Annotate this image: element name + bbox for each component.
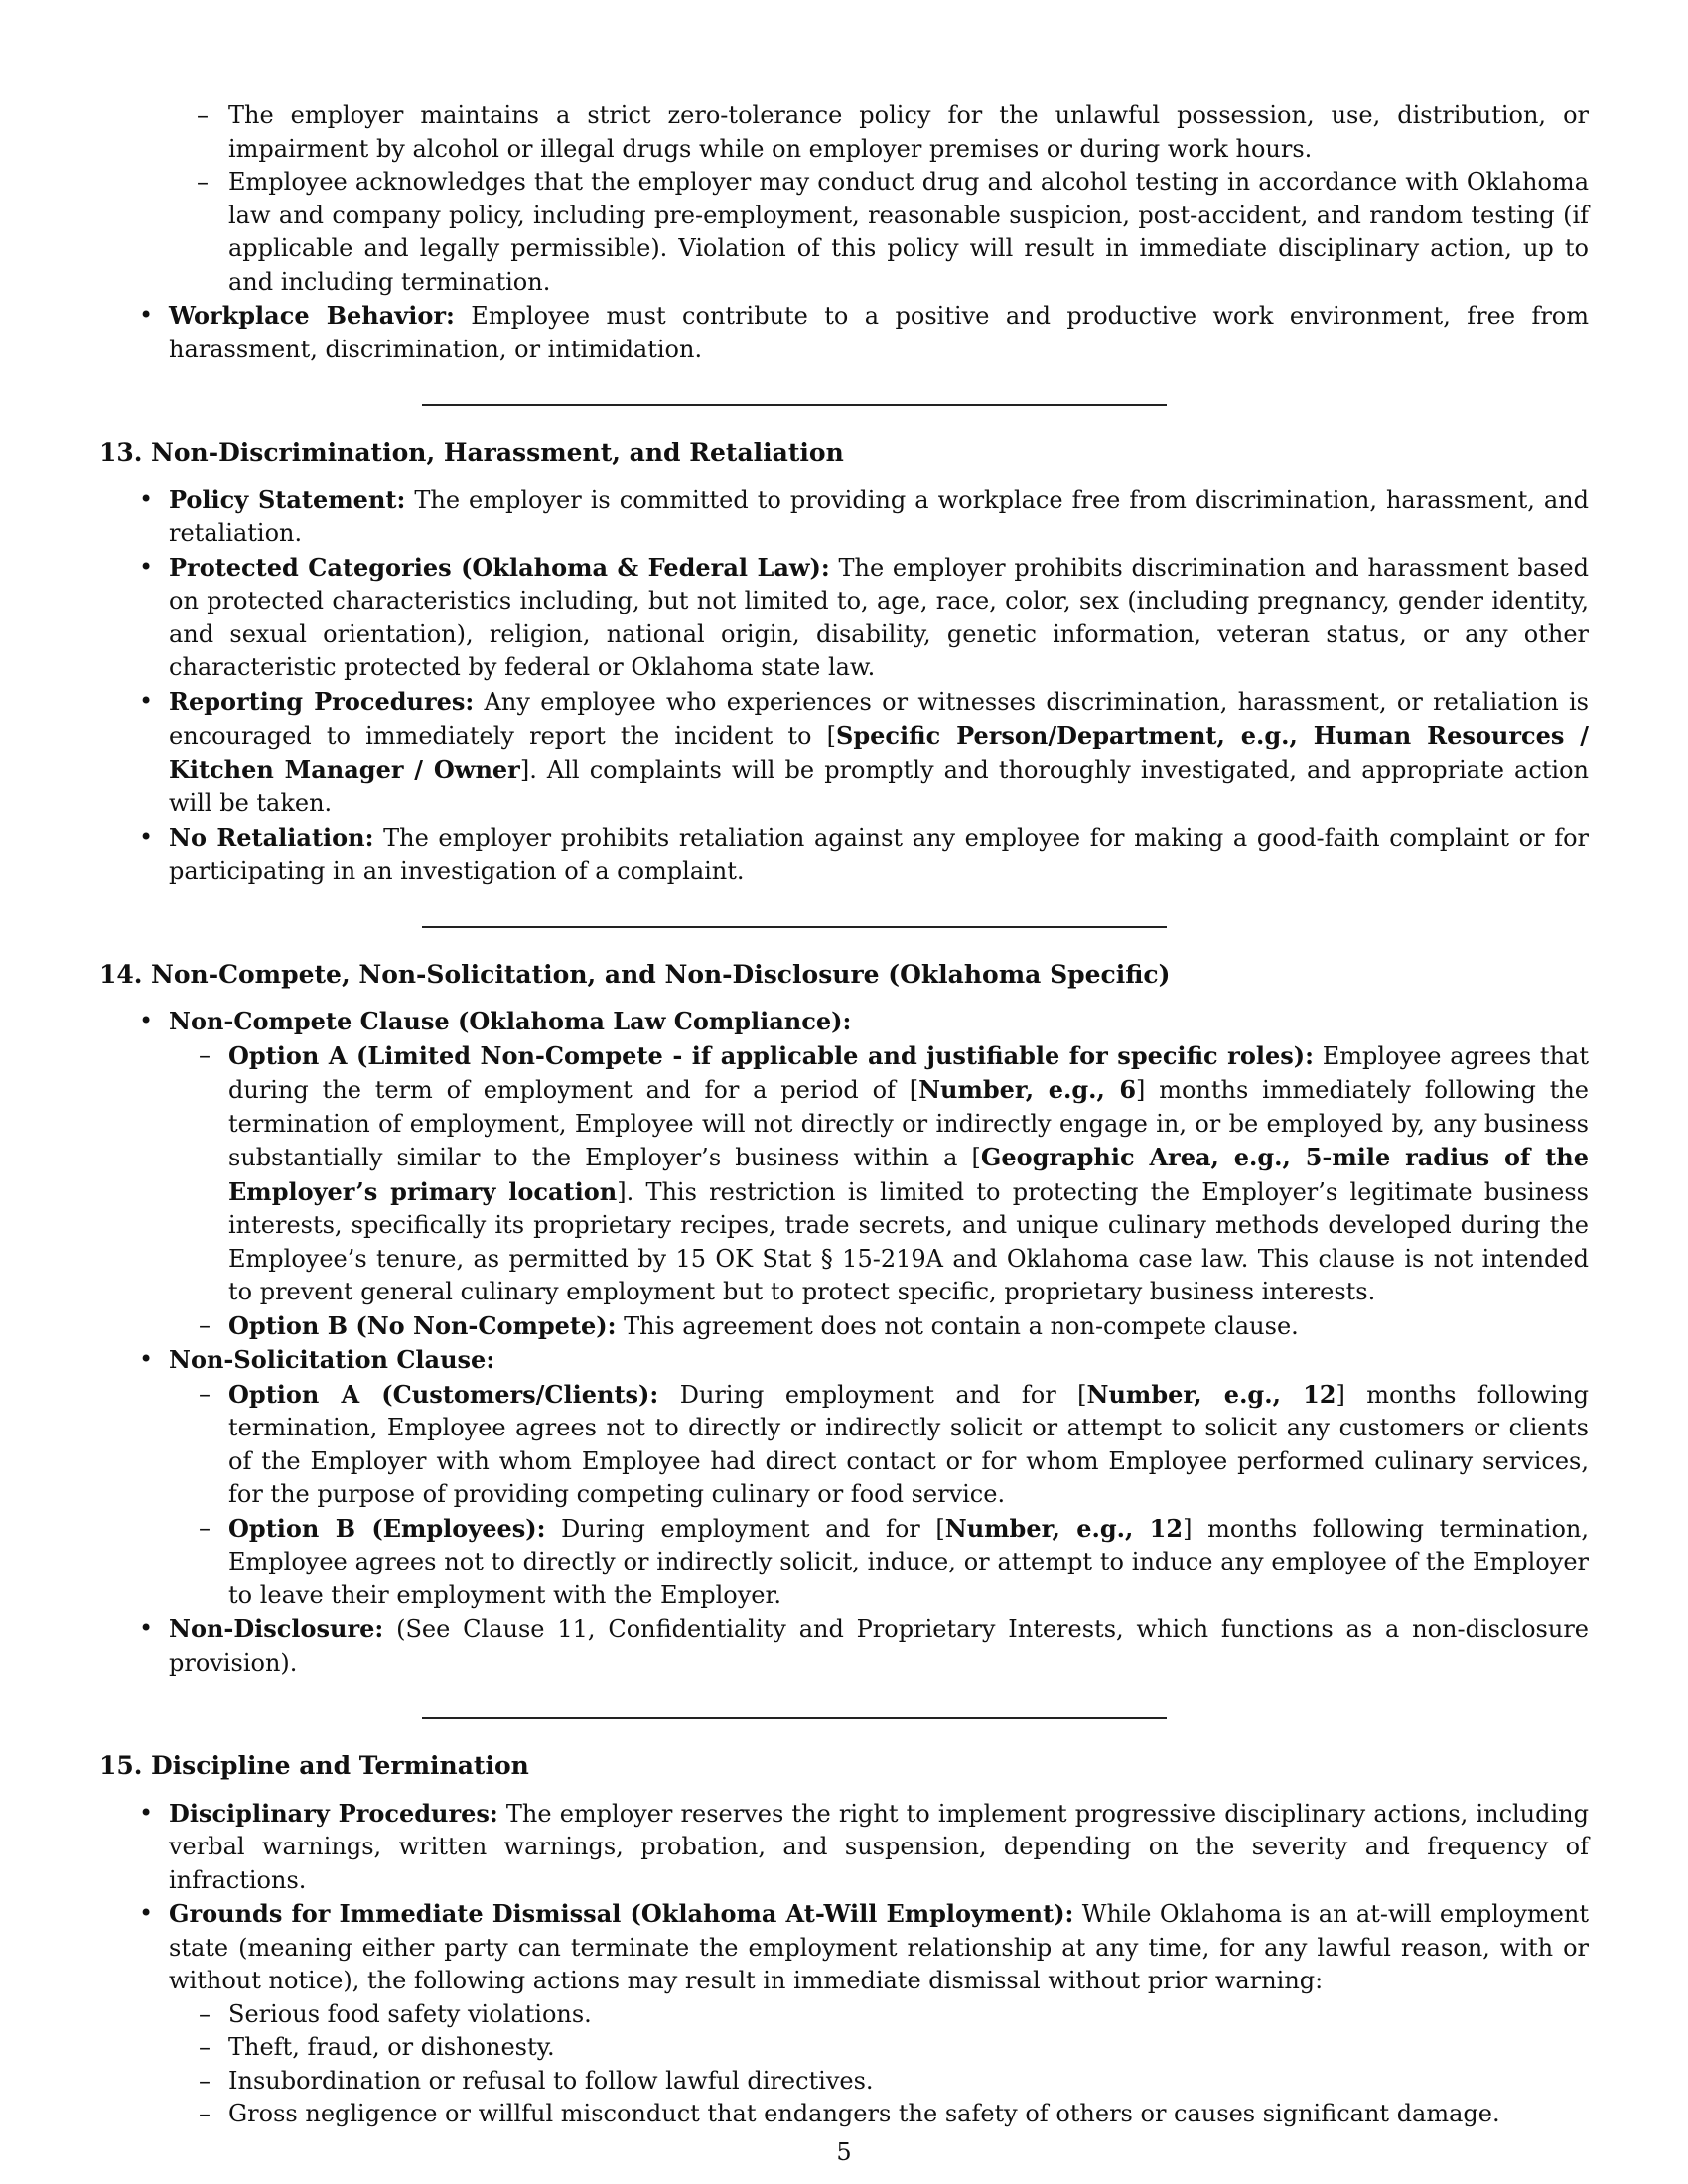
item-label: Non-Solicitation Clause: <box>169 1345 495 1374</box>
section-title: Discipline and Termination <box>151 1751 529 1780</box>
reporting-procedures-item <box>99 685 1589 821</box>
item-label: Option A (Limited Non-Compete - if applicable and justifiable for specific roles): <box>228 1040 1314 1070</box>
dismissal-grounds-list <box>169 1998 1589 2131</box>
non-compete-options <box>169 1039 1589 1344</box>
section-13-list <box>99 483 1589 888</box>
workplace-behavior-item <box>99 299 1589 366</box>
policy-statement-item <box>99 483 1589 551</box>
item-text: ] months immediately following the termination of employment, Employee will not directly or indirectly engage in, or be employed by, any business substantially similar to the Employer’s business within a [ <box>228 1076 1590 1171</box>
no-retaliation-item <box>99 821 1589 888</box>
item-text: The employer is committed to providing a workplace free from discrimination, harassment, and retaliation. <box>169 485 1589 547</box>
non-compete-option-b <box>169 1309 1589 1344</box>
list-item: – Theft, fraud, or dishonesty. <box>169 2031 1589 2065</box>
item-label: Non-Compete Clause (Oklahoma Law Compliance): <box>169 1007 852 1035</box>
section-number: 14. <box>99 959 143 989</box>
item-text: Employee agrees that during the term of employment and for a period of [ <box>228 1041 1589 1104</box>
section-divider <box>422 1717 1167 1719</box>
item-text: The employer reserves the right to implement progressive disciplinary actions, including verbal warnings, written warnings, probation, and suspension, depending on the severity and frequency of infractions. <box>169 1799 1589 1894</box>
item-label: Workplace Behavior: <box>169 301 455 330</box>
placeholder-text: Number, e.g., 12 <box>1086 1379 1336 1409</box>
item-text: While Oklahoma is an at-will employment state (meaning either party can terminate the employment relationship at any time, for any lawful reason, with or without notice), the following actions may result in immediate dismissal without prior warning: <box>169 1900 1589 1994</box>
placeholder-text: Geographic Area, e.g., 5-mile radius of the Employer’s primary location <box>228 1143 1590 1206</box>
item-label: No Retaliation: <box>169 822 374 852</box>
item-text: Employee must contribute to a positive and productive work environment, free from harassment, discrimination, or intimidation. <box>169 302 1590 363</box>
section-number: 15. <box>99 1751 143 1780</box>
section-15-list <box>99 1797 1589 2131</box>
item-text: This agreement does not contain a non-compete clause. <box>616 1311 1299 1340</box>
document-body <box>99 99 1589 2131</box>
item-text: ] months following termination, Employee agrees not to directly or indirectly solicit or attempt to solicit any customers or clients of the Employer with whom Employee had direct contact or for whom Employee performed culinary services, for the purpose of providing competing culinary or food service. <box>228 1380 1590 1508</box>
non-compete-item <box>99 1005 1589 1343</box>
item-text: ] months following termination, Employee agrees not to directly or indirectly solicit, induce, or attempt to induce any employee of the Employer to leave their employment with the Employer. <box>228 1514 1589 1609</box>
item-text: Any employee who experiences or witnesses discrimination, harassment, or retaliation is encouraged to immediately report the incident to [ <box>169 687 1589 750</box>
section-number: 13. <box>99 438 143 467</box>
section-14-list <box>99 1005 1589 1680</box>
lead-bullets <box>99 299 1589 366</box>
item-label: Non-Disclosure: <box>169 1614 384 1643</box>
item-label: Option A (Customers/Clients): <box>228 1379 659 1409</box>
section-title: Non-Compete, Non-Solicitation, and Non-Disclosure (Oklahoma Specific) <box>151 959 1171 989</box>
section-heading-14 <box>99 958 1589 992</box>
item-label: Reporting Procedures: <box>169 686 475 716</box>
immediate-dismissal-item <box>99 1897 1589 2131</box>
drug-policy-continuation <box>99 99 1589 299</box>
item-label: Grounds for Immediate Dismissal (Oklahoma At-Will Employment): <box>169 1899 1074 1928</box>
item-text: The employer prohibits discrimination and harassment based on protected characteristics including, but not limited to, age, race, color, sex (including pregnancy, gender identity, and sexual orientation), religion, national origin, disability, genetic information, veteran status, or any other characteristic protected by federal or Oklahoma state law. <box>169 553 1589 681</box>
item-label: Option B (Employees): <box>228 1513 546 1543</box>
list-item: – The employer maintains a strict zero-tolerance policy for the unlawful possession, use, distribution, or impairment by alcohol or illegal drugs while on employer premises or during work hours. <box>228 99 1589 166</box>
item-text: ]. This restriction is limited to protecting the Employer’s legitimate business interests, specifically its proprietary recipes, trade secrets, and unique culinary methods developed during the Employee’s tenure, as permitted by 15 OK Stat § 15-219A and Oklahoma case law. This clause is not intended to prevent general culinary employment but to protect specific, proprietary business interests. <box>228 1177 1590 1305</box>
item-label: Option B (No Non-Compete): <box>228 1310 617 1340</box>
non-solicitation-option-b <box>169 1512 1589 1613</box>
section-title: Non-Discrimination, Harassment, and Retaliation <box>151 438 844 467</box>
non-disclosure-item <box>99 1612 1589 1680</box>
list-item: – Serious food safety violations. <box>169 1998 1589 2032</box>
section-heading-13 <box>99 436 1589 470</box>
item-text: (See Clause 11, Confidentiality and Proprietary Interests, which functions as a non-disclosure provision). <box>169 1615 1589 1677</box>
section-divider <box>422 926 1167 928</box>
non-solicitation-options <box>169 1378 1589 1613</box>
item-text: The employer prohibits retaliation against any employee for making a good-faith complaint or for participating in an investigation of a complaint. <box>169 823 1589 885</box>
list-item: – Insubordination or refusal to follow lawful directives. <box>169 2065 1589 2099</box>
list-item: – Employee acknowledges that the employer may conduct drug and alcohol testing in accordance with Oklahoma law and company policy, including pre-employment, reasonable suspicion, post-accident, and random testing (if applicable and legally permissible). Violation of this policy will result in immediate disciplinary action, up to and including termination. <box>228 166 1589 299</box>
placeholder-text: Specific Person/Department, e.g., Human Resources / Kitchen Manager / Owner <box>169 721 1590 784</box>
item-text: During employment and for [ <box>658 1380 1087 1409</box>
non-compete-option-a <box>169 1039 1589 1309</box>
item-label: Disciplinary Procedures: <box>169 1798 498 1828</box>
list-item: – Gross negligence or willful misconduct that endangers the safety of others or causes significant damage. <box>169 2098 1589 2131</box>
placeholder-text: Number, e.g., 6 <box>918 1075 1137 1104</box>
protected-categories-item <box>99 551 1589 685</box>
non-solicitation-item <box>99 1343 1589 1612</box>
item-text: During employment and for [ <box>545 1514 945 1543</box>
item-text: ]. All complaints will be promptly and thoroughly investigated, and appropriate action will be taken. <box>169 755 1589 817</box>
disciplinary-procedures-item <box>99 1797 1589 1898</box>
placeholder-text: Number, e.g., 12 <box>944 1513 1184 1543</box>
non-solicitation-option-a <box>169 1378 1589 1512</box>
section-divider <box>422 404 1167 406</box>
item-label: Policy Statement: <box>169 484 406 514</box>
item-label: Protected Categories (Oklahoma & Federal Law): <box>169 552 830 582</box>
section-heading-15 <box>99 1749 1589 1783</box>
page-number: 5 <box>836 2138 852 2166</box>
